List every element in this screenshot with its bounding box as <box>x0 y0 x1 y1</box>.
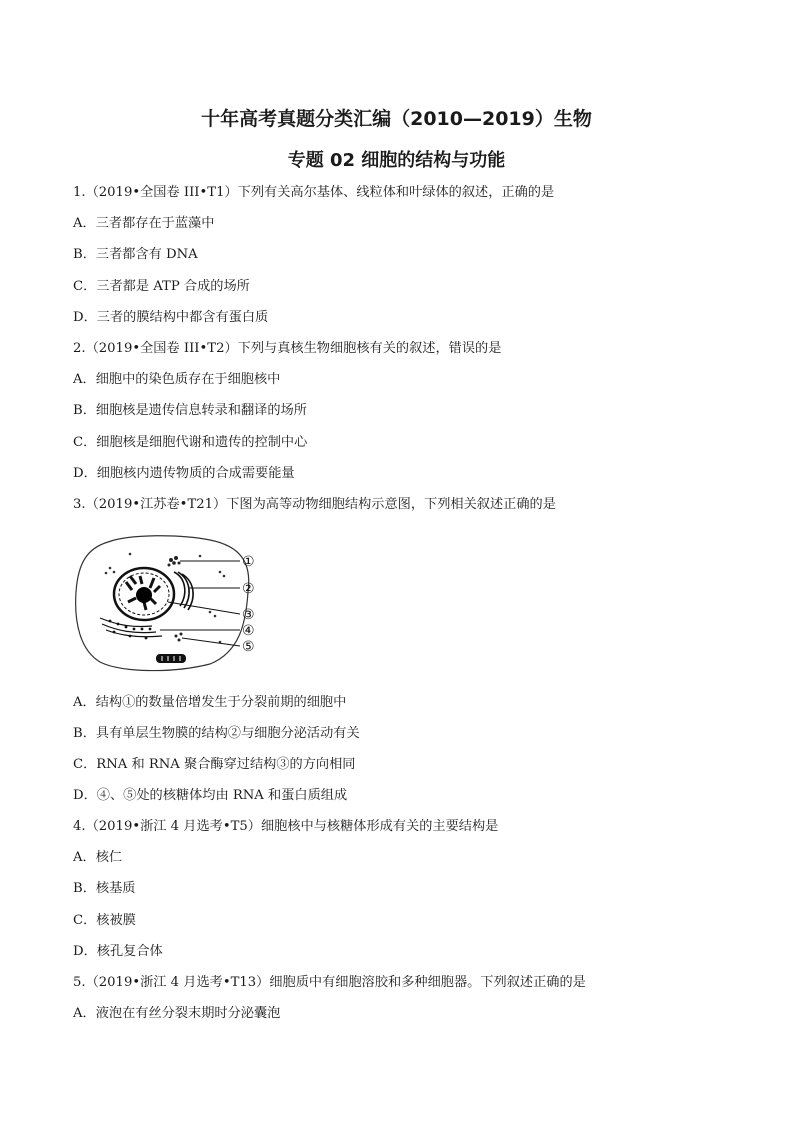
question-4-option-d: D．核孔复合体 <box>73 944 163 959</box>
question-1-option-d: D．三者的膜结构中都含有蛋白质 <box>73 310 269 325</box>
question-4-stem: 4.（2019•浙江 4 月选考•T5）细胞核中与核糖体形成有关的主要结构是 <box>73 819 499 834</box>
question-2-option-d: D．细胞核内遗传物质的合成需要能量 <box>73 466 295 481</box>
question-4-option-a: A．核仁 <box>73 850 123 865</box>
question-2-option-a: A．细胞中的染色质存在于细胞核中 <box>73 372 281 387</box>
animal-cell-diagram <box>70 532 270 674</box>
question-3-option-c: C．RNA 和 RNA 聚合酶穿过结构③的方向相同 <box>73 757 356 772</box>
figure-label-4: ④ <box>242 623 255 639</box>
free-ribosomes <box>175 633 183 642</box>
question-3-option-a: A．结构①的数量倍增发生于分裂前期的细胞中 <box>73 695 347 710</box>
question-2-option-b: B．细胞核是遗传信息转录和翻译的场所 <box>73 403 307 418</box>
question-4-option-b: B．核基质 <box>73 881 136 896</box>
figure-label-1: ① <box>242 554 255 570</box>
question-5-option-a: A．液泡在有丝分裂末期时分泌囊泡 <box>73 1006 281 1021</box>
question-5-stem: 5.（2019•浙江 4 月选考•T13）细胞质中有细胞溶胶和多种细胞器。下列叙述正确的是 <box>73 975 586 990</box>
question-2-option-c: C．细胞核是细胞代谢和遗传的控制中心 <box>73 435 308 450</box>
figure-label-2: ② <box>242 581 255 597</box>
nucleolus <box>136 587 152 603</box>
question-1-option-b: B．三者都含有 DNA <box>73 247 198 262</box>
question-1-option-a: A．三者都存在于蓝藻中 <box>73 216 215 231</box>
question-1-option-c: C．三者都是 ATP 合成的场所 <box>73 279 250 294</box>
question-3-stem: 3.（2019•江苏卷•T21）下图为高等动物细胞结构示意图，下列相关叙述正确的是 <box>73 497 556 512</box>
question-2-stem: 2.（2019•全国卷 III•T2）下列与真核生物细胞核有关的叙述，错误的是 <box>73 341 502 356</box>
question-4-option-c: C．核被膜 <box>73 913 136 928</box>
question-1-stem: 1.（2019•全国卷 III•T1）下列有关高尔基体、线粒体和叶绿体的叙述，正确的是 <box>73 185 555 200</box>
question-3-option-d: D．④、⑤处的核糖体均由 RNA 和蛋白质组成 <box>73 788 348 803</box>
figure-label-5: ⑤ <box>242 639 255 655</box>
document-title: 十年高考真题分类汇编（2010—2019）生物 <box>201 108 592 130</box>
mitochondrion <box>156 654 186 663</box>
figure-label-3: ③ <box>242 607 255 623</box>
centrosome <box>168 556 181 567</box>
question-3-option-b: B．具有单层生物膜的结构②与细胞分泌活动有关 <box>73 726 360 741</box>
document-subtitle: 专题 02 细胞的结构与功能 <box>287 150 506 171</box>
